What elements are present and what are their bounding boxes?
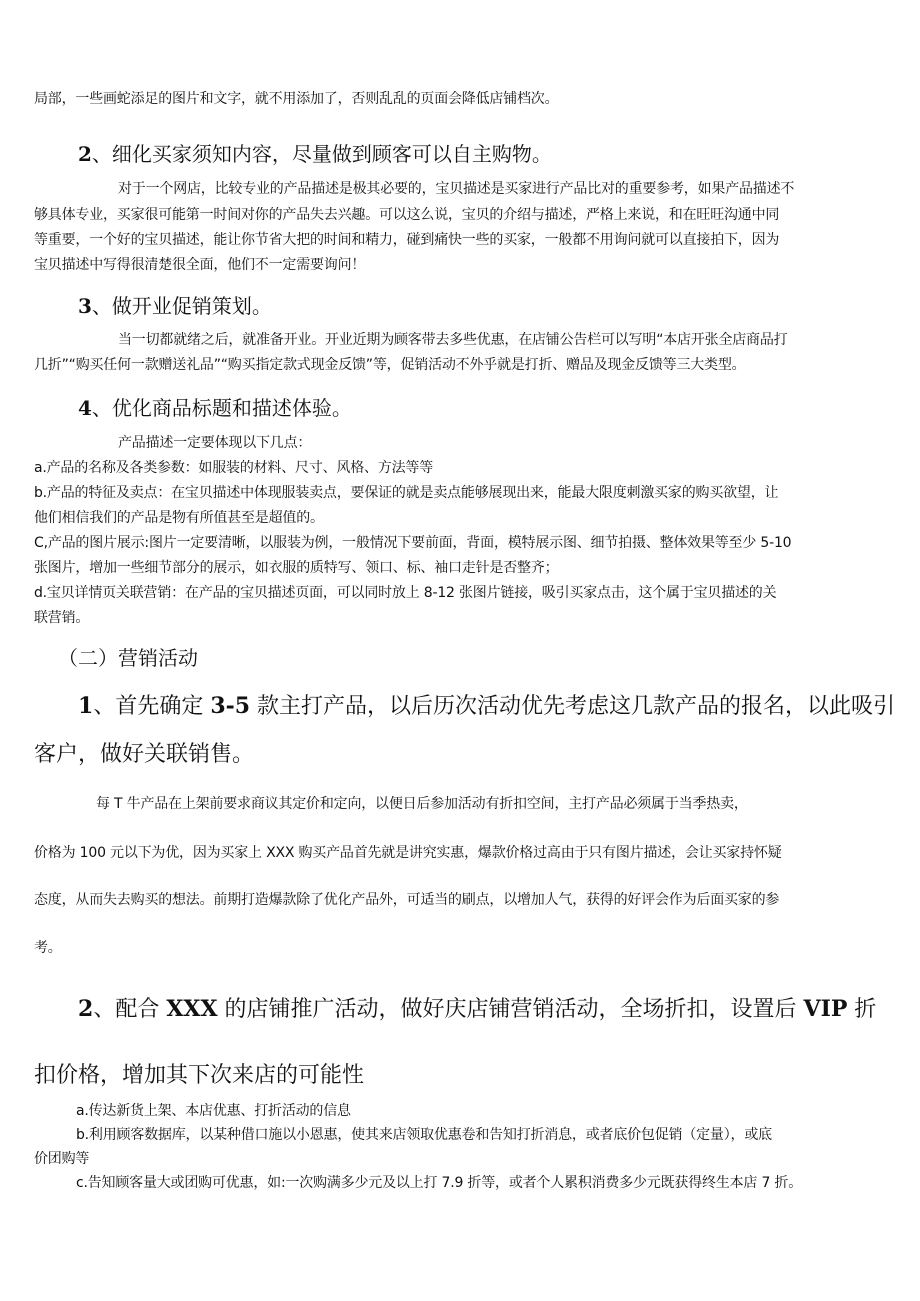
- intro-tail-text: 局部，一些画蛇添足的图片和文字，就不用添加了，否则乱乱的页面会降低店铺档次。: [34, 91, 559, 107]
- section-4-line: a.产品的名称及各类参数：如服装的材料、尺寸、风格、方法等等: [34, 460, 434, 476]
- section-4-line: C,产品的图片展示:图片一定要清晰，以服装为例，一般情况下要前面，背面，模特展示图、细节拍摄、整体效果等至少 5-10: [34, 535, 792, 551]
- section-2-line: 够具体专业，买家很可能第一时间对你的产品失去兴趣。可以这么说，宝贝的介绍与描述，严格上来说，和在旺旺沟通中同: [34, 207, 780, 223]
- item-2-text-b: 的店铺推广活动，做好庆店铺营销活动，全场折扣，设置后: [217, 997, 804, 1022]
- item-1-paragraph-line: 考。: [34, 940, 62, 956]
- section-3-heading: [78, 290, 272, 319]
- part-2-item-1-heading-cont: 客户，做好关联销售。: [34, 742, 255, 767]
- section-4-line: 张图片，增加一些细节部分的展示，如衣服的质特写、领口、标、袖口走针是否整齐；: [34, 560, 559, 576]
- section-2-line: 对于一个网店，比较专业的产品描述是极其必要的，宝贝描述是买家进行产品比对的重要参考，如果产品描述不: [118, 181, 795, 197]
- section-4-line: 他们相信我们的产品是物有所值甚至是超值的。: [34, 510, 324, 526]
- section-3-line: 几折”“购买任何一款赠送礼品”“购买指定款式现金反馈”等，促销活动不外乎就是打折、赠品及现金反馈等三大类型。: [34, 357, 746, 373]
- item-2-bold-b: VIP: [803, 996, 848, 1022]
- section-4-line: 产品描述一定要体现以下几点：: [118, 435, 312, 451]
- item-2-list-line: c.告知顾客量大或团购可优惠，如:一次购满多少元及以上打 7.9 折等，或者个人累积消费多少元既获得终生本店 7 折。: [76, 1175, 803, 1191]
- section-4-heading: [78, 392, 352, 421]
- section-4-line: d.宝贝详情页关联营销：在产品的宝贝描述页面，可以同时放上 8-12 张图片链接，吸引买家点击，这个属于宝贝描述的关: [34, 585, 777, 601]
- section-2-title: 、细化买家须知内容，尽量做到顾客可以自主购物。: [91, 142, 552, 166]
- item-2-text-c: 折: [847, 997, 877, 1022]
- section-3-title: 、做开业促销策划。: [91, 294, 272, 318]
- item-1-number: 1: [78, 693, 94, 719]
- section-3-line: 当一切都就绪之后，就准备开业。开业近期为顾客带去多些优惠，在店铺公告栏可以写明“本店开张全店商品打: [118, 332, 788, 348]
- item-2-text-a: 、配合: [93, 997, 167, 1022]
- part-2-item-1-heading: [78, 689, 895, 720]
- item-2-list-line: a.传达新货上架、本店优惠、打折活动的信息: [76, 1103, 351, 1119]
- section-3-number: 3: [78, 294, 92, 318]
- item-2-list-line: 价团购等: [34, 1151, 90, 1167]
- item-1-paragraph-line: 价格为 100 元以下为优，因为买家上 XXX 购买产品首先就是讲究实惠，爆款价格过高由于只有图片描述，会让买家持怀疑: [34, 845, 782, 861]
- item-1-paragraph-line: 每 T 牛产品在上架前要求商议其定价和定向，以便日后参加活动有折扣空间，主打产品必须属于当季热卖，: [96, 796, 748, 812]
- section-2-heading: [78, 138, 552, 167]
- part-2-item-2-heading: [78, 992, 876, 1023]
- section-4-line: b.产品的特征及卖点：在宝贝描述中体现服装卖点，要保证的就是卖点能够展现出来，能最大限度刺激买家的购买欲望，让: [34, 485, 779, 501]
- section-4-number: 4: [78, 396, 92, 420]
- item-1-text-a: 、首先确定: [93, 694, 211, 719]
- section-2-line: 等重要，一个好的宝贝描述，能让你节省大把的时间和精力，碰到痛快一些的买家，一般都不用询问就可以直接拍下，因为: [34, 232, 780, 248]
- section-4-line: 联营销。: [34, 610, 90, 626]
- item-1-text-b: 款主打产品，以后历次活动优先考虑这几款产品的报名，以此吸引: [250, 694, 896, 719]
- item-2-number: 2: [78, 996, 94, 1022]
- item-1-bold: 3-5: [210, 693, 251, 719]
- item-1-paragraph-line: 态度，从而失去购买的想法。前期打造爆款除了优化产品外，可适当的刷点，以增加人气，获得的好评会作为后面买家的参: [34, 892, 780, 908]
- part-2-item-2-heading-cont: 扣价格，增加其下次来店的可能性: [34, 1063, 365, 1088]
- part-2-title: （二）营销活动: [58, 646, 198, 670]
- section-2-line: 宝贝描述中写得很清楚很全面，他们不一定需要询问！: [34, 257, 366, 273]
- item-2-list-line: b.利用顾客数据库，以某种借口施以小恩惠，使其来店领取优惠卷和告知打折消息，或者底价包促销（定量），或底: [76, 1127, 772, 1143]
- item-2-bold-a: XXX: [166, 996, 218, 1022]
- section-2-number: 2: [78, 142, 92, 166]
- section-4-title: 、优化商品标题和描述体验。: [91, 396, 352, 420]
